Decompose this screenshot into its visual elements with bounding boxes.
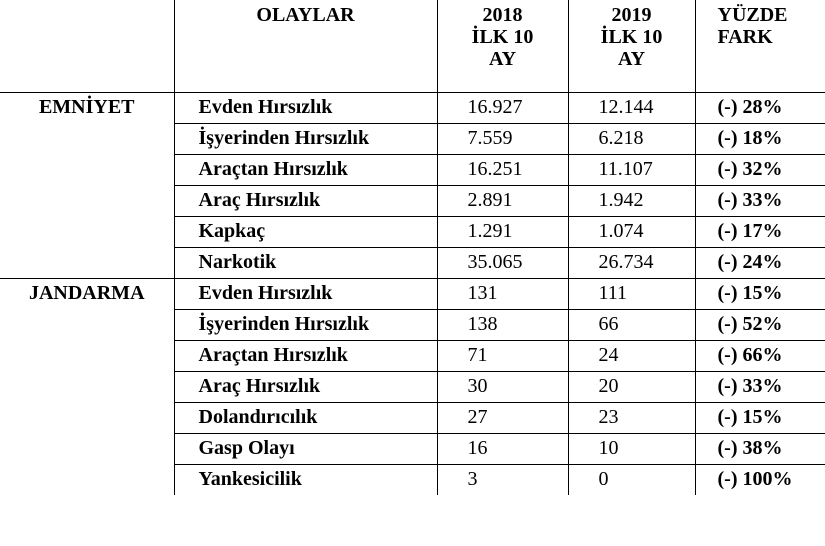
header-group-cell (0, 0, 174, 92)
value-2018-cell: 16 (437, 433, 568, 464)
header-2018-line-2: İLK 10 (471, 26, 534, 48)
value-2018-cell: 131 (437, 278, 568, 309)
header-2018-line-1: 2018 (482, 4, 523, 26)
percent-diff-cell: (-) 32% (695, 154, 825, 185)
event-name-cell: Yankesicilik (174, 464, 437, 495)
header-2019-line-1: 2019 (611, 4, 652, 26)
header-events-label: OLAYLAR (256, 4, 355, 26)
header-events (174, 0, 437, 92)
value-2019-cell: 0 (568, 464, 695, 495)
value-2018-cell: 138 (437, 309, 568, 340)
group-label: EMNİYET (0, 92, 174, 123)
percent-diff-cell: (-) 33% (695, 371, 825, 402)
table-row (0, 123, 825, 154)
group-spacer-cell (0, 216, 174, 247)
group-spacer-cell (0, 433, 174, 464)
percent-diff-cell: (-) 28% (695, 92, 825, 123)
group-spacer-cell (0, 402, 174, 433)
header-pct-line-1: YÜZDE (717, 4, 788, 26)
group-spacer-cell (0, 247, 174, 278)
group-spacer-cell (0, 464, 174, 495)
header-2019-line-2: İLK 10 (600, 26, 663, 48)
event-name-cell: Araç Hırsızlık (174, 371, 437, 402)
value-2019-cell: 24 (568, 340, 695, 371)
table-row (0, 278, 825, 309)
table-row (0, 340, 825, 371)
event-name-cell: Dolandırıcılık (174, 402, 437, 433)
value-2018-cell: 71 (437, 340, 568, 371)
event-name-cell: Gasp Olayı (174, 433, 437, 464)
group-spacer-cell (0, 371, 174, 402)
table-row (0, 433, 825, 464)
value-2019-cell: 1.074 (568, 216, 695, 247)
table-row (0, 464, 825, 495)
table-row (0, 92, 825, 123)
table-body (0, 92, 825, 495)
value-2019-cell: 66 (568, 309, 695, 340)
value-2018-cell: 30 (437, 371, 568, 402)
value-2019-cell: 11.107 (568, 154, 695, 185)
header-2018-line-3: AY (488, 48, 517, 70)
percent-diff-cell: (-) 18% (695, 123, 825, 154)
group-spacer-cell (0, 123, 174, 154)
table-row (0, 402, 825, 433)
percent-diff-cell: (-) 100% (695, 464, 825, 495)
group-label: JANDARMA (0, 278, 174, 309)
header-percent-diff (695, 0, 825, 92)
event-name-cell: Araç Hırsızlık (174, 185, 437, 216)
group-spacer-cell (0, 309, 174, 340)
event-name-cell: Araçtan Hırsızlık (174, 340, 437, 371)
value-2019-cell: 23 (568, 402, 695, 433)
event-name-cell: Narkotik (174, 247, 437, 278)
event-name-cell: Kapkaç (174, 216, 437, 247)
event-name-cell: Evden Hırsızlık (174, 92, 437, 123)
event-name-cell: Evden Hırsızlık (174, 278, 437, 309)
group-spacer-cell (0, 185, 174, 216)
percent-diff-cell: (-) 33% (695, 185, 825, 216)
percent-diff-cell: (-) 15% (695, 402, 825, 433)
value-2019-cell: 111 (568, 278, 695, 309)
percent-diff-cell: (-) 24% (695, 247, 825, 278)
event-name-cell: İşyerinden Hırsızlık (174, 123, 437, 154)
value-2019-cell: 1.942 (568, 185, 695, 216)
header-2019-line-3: AY (617, 48, 646, 70)
value-2018-cell: 16.927 (437, 92, 568, 123)
table-row (0, 247, 825, 278)
event-name-cell: İşyerinden Hırsızlık (174, 309, 437, 340)
percent-diff-cell: (-) 17% (695, 216, 825, 247)
percent-diff-cell: (-) 15% (695, 278, 825, 309)
event-name-cell: Araçtan Hırsızlık (174, 154, 437, 185)
value-2018-cell: 3 (437, 464, 568, 495)
table-row (0, 185, 825, 216)
header-pct-line-2: FARK (717, 26, 773, 48)
percent-diff-cell: (-) 66% (695, 340, 825, 371)
table-header-row (0, 0, 825, 92)
value-2018-cell: 2.891 (437, 185, 568, 216)
table-row (0, 309, 825, 340)
table-row (0, 154, 825, 185)
group-spacer-cell (0, 340, 174, 371)
group-spacer-cell (0, 154, 174, 185)
percent-diff-cell: (-) 52% (695, 309, 825, 340)
value-2019-cell: 10 (568, 433, 695, 464)
header-2019 (568, 0, 695, 92)
percent-diff-cell: (-) 38% (695, 433, 825, 464)
value-2019-cell: 20 (568, 371, 695, 402)
value-2018-cell: 1.291 (437, 216, 568, 247)
value-2019-cell: 26.734 (568, 247, 695, 278)
table-row (0, 216, 825, 247)
table-row (0, 371, 825, 402)
value-2019-cell: 12.144 (568, 92, 695, 123)
value-2018-cell: 27 (437, 402, 568, 433)
value-2018-cell: 7.559 (437, 123, 568, 154)
value-2019-cell: 6.218 (568, 123, 695, 154)
value-2018-cell: 16.251 (437, 154, 568, 185)
header-2018 (437, 0, 568, 92)
value-2018-cell: 35.065 (437, 247, 568, 278)
